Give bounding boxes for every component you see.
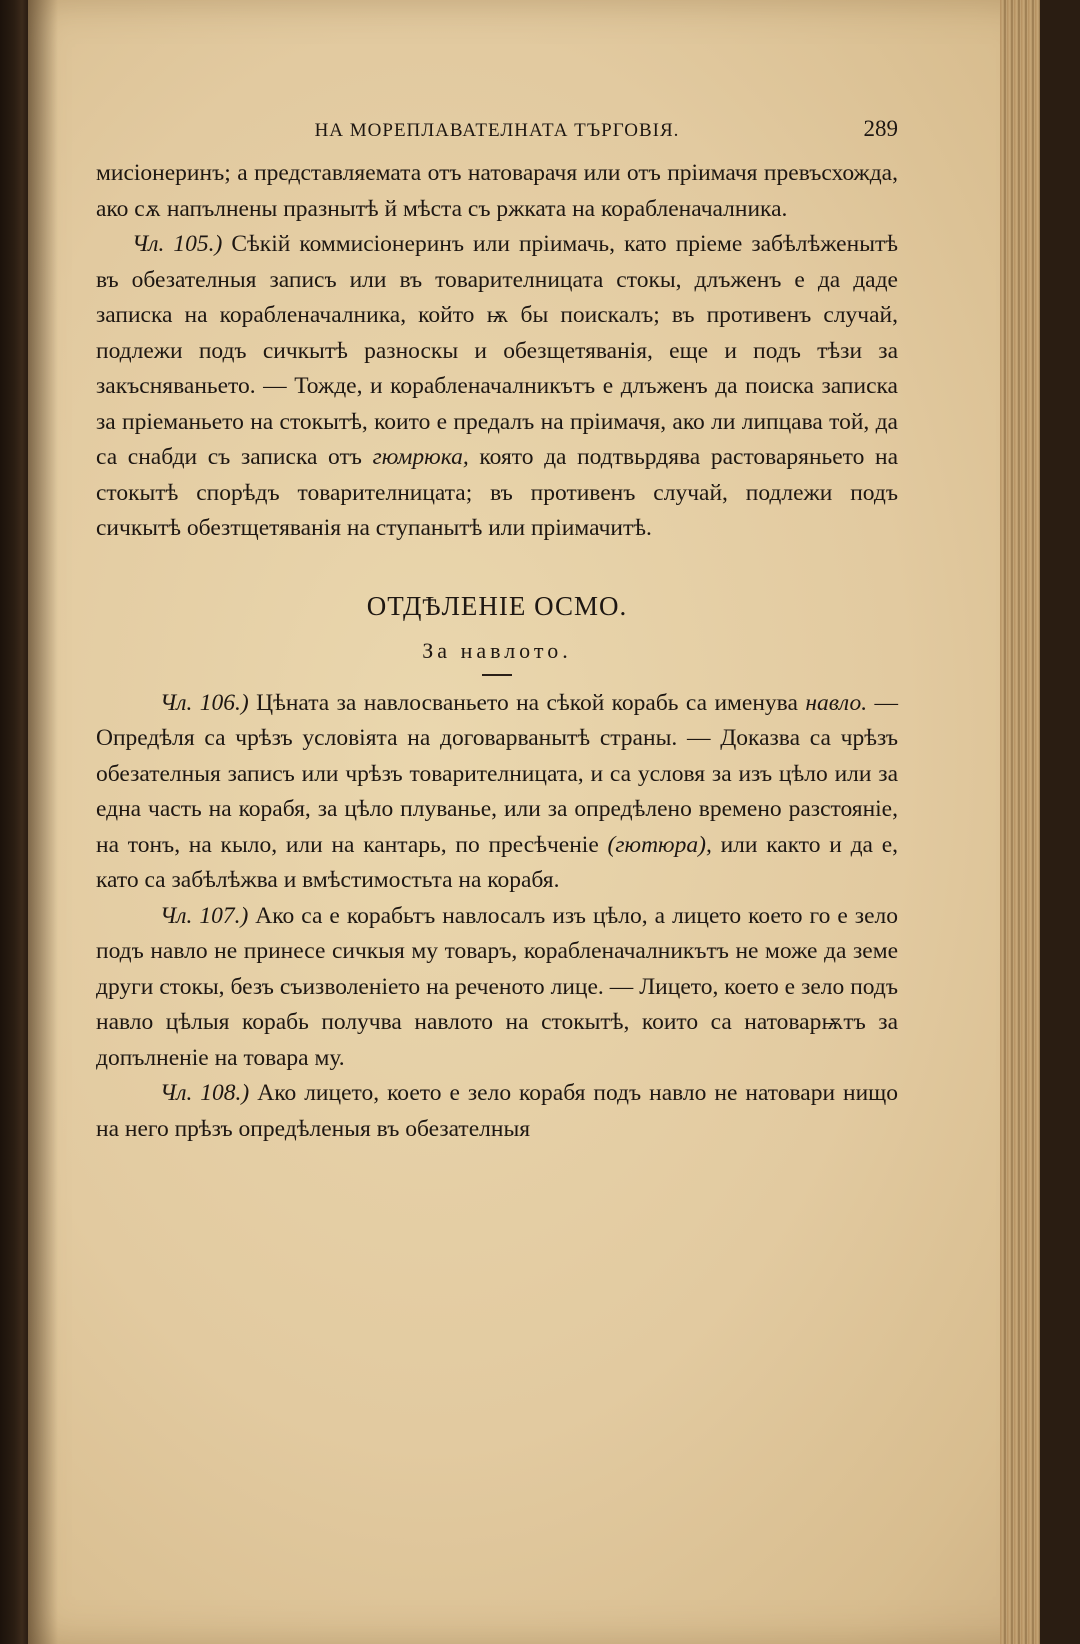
article-108-text: Ако лицето, което е зело корабя подъ навло не натовари нищо на него прѣзъ опредѣленыя въ обезателныя [96, 1080, 899, 1142]
section-subtitle: За навлото. [422, 637, 572, 663]
article-105-emphasis: гюмрюка, [372, 444, 469, 470]
running-title: НА МОРЕПЛАВАТЕЛНАТА ТЪРГОВІЯ. [314, 120, 680, 141]
article-105-text: Сѣкій коммисіонеринъ или пріимачь, като пріеме забѣлѣженытѣ въ обезателныя записъ или въ товарителницата стокы, длъженъ е да даде записка на корабленачалника, който ѭ бы поискалъ; въ противенъ случай, подлежи подъ сичкытѣ разноскы и обезщетяванія, еще и подъ тѣзи за закъсняваньето. — Тожде, и корабленачалникътъ е длъженъ да поиска записка за пріеманьето на стокытѣ, които е предалъ на пріимачя, ако ли липцава той, да са снабди съ записка отъ [96, 231, 899, 470]
article-106-term-navlo: навло. [805, 689, 868, 716]
article-107-text: Ако са е корабьтъ навлосалъ изъ цѣло, а лицето което го е зело подъ навло не принесе сичкыя му товаръ, корабленачалникътъ не може да земе други стокы, безъ съизволеніето на реченото лице. — Лицето, което е зело подъ навло цѣлыя корабь получва навлото на стокытѣ, които са натоварѭтъ за допълненіе на товара му. [96, 902, 898, 1071]
spine-shadow [28, 0, 58, 1644]
article-106-number: Чл. 106.) [160, 689, 249, 716]
paragraph-continued-text: мисіонеринъ; а представляемата отъ натоварачя или отъ пріимачя превъсхожда, ако сѫ напълнены празнытѣ й мѣста съ ржката на корабленачалника. [96, 160, 898, 222]
page-number: 289 [863, 116, 898, 141]
page-paper [28, 0, 1040, 1644]
section-title: ОТДѢЛЕНІЕ ОСМО. [366, 590, 628, 621]
article-107 [96, 899, 898, 1077]
article-108-number: Чл. 108.) [160, 1080, 250, 1106]
article-105-number: Чл. 105.) [132, 231, 223, 257]
article-106-text-2: — Опредѣля са чрѣзъ условіята на договарванытѣ страны. — Доказва са чрѣзъ обезателныя записъ или чрѣзъ товарителницата, и са условя за изъ цѣло или за една часть на корабя, за цѣло плуванье, или за опредѣлено времено разстояніе, на тонъ, на кыло, или на кантарь, по пресѣченіе [96, 689, 899, 858]
article-106-text: Цѣната за навлосваньето на сѣкой корабь са именува [256, 689, 798, 716]
running-head [96, 112, 898, 148]
article-105 [96, 227, 898, 547]
page-edges [1000, 0, 1040, 1644]
article-106-term-gyutyura: (гютюра), [607, 831, 712, 858]
article-106-text-3: или както и да е, като са забѣлѣжва и вмѣстимостьта на корабя. [96, 831, 899, 893]
article-108 [96, 1076, 898, 1147]
paragraph-continued [96, 156, 898, 227]
article-106 [96, 686, 898, 899]
page-content [96, 112, 898, 1147]
section-heading [96, 591, 898, 676]
article-105-text-end: която да подтвьрдява растоваряньето на стокытѣ спорѣдъ товарителницата; въ противенъ случай, подлежи подъ сичкытѣ обезтщетяванія на ступанытѣ или пріимачитѣ. [96, 444, 899, 541]
section-rule [482, 674, 512, 676]
article-107-number: Чл. 107.) [160, 902, 249, 929]
